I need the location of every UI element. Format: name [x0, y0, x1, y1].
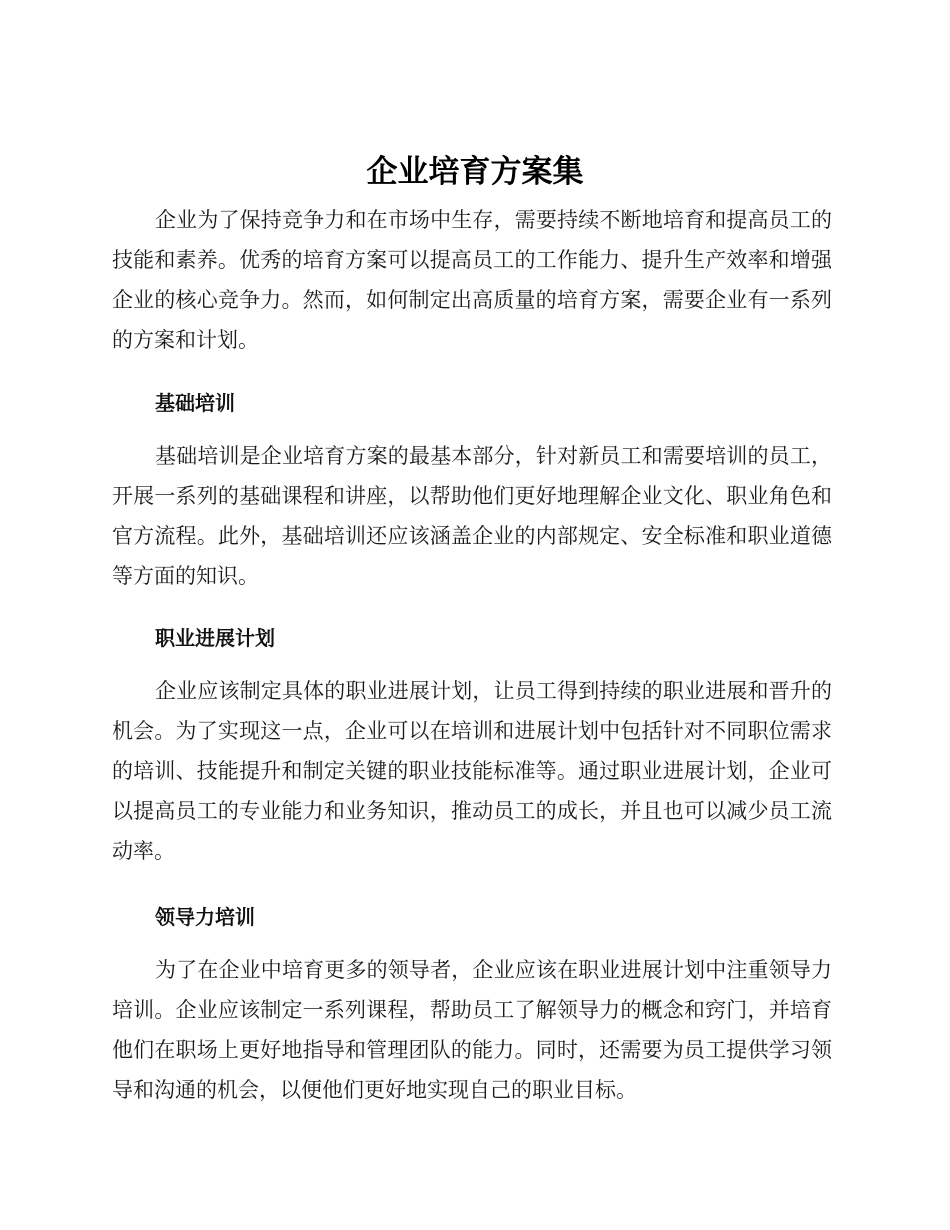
- section-body-basic-training: 基础培训是企业培育方案的最基本部分，针对新员工和需要培训的员工，开展一系列的基础课程和讲座，以帮助他们更好地理解企业文化、职业角色和官方流程。此外，基础培训还应该涵盖企业的内部规定、安全标准和职业道德等方面的知识。: [112, 444, 832, 588]
- section-body-career-plan: 企业应该制定具体的职业进展计划，让员工得到持续的职业进展和晋升的机会。为了实现这一点，企业可以在培训和进展计划中包括针对不同职位需求的培训、技能提升和制定关键的职业技能标准等。通过职业进展计划，企业可以提高员工的专业能力和业务知识，推动员工的成长，并且也可以减少员工流动率。: [112, 679, 832, 863]
- section-heading-career-plan: 职业进展计划: [155, 626, 275, 650]
- section-heading-leadership-training: 领导力培训: [155, 905, 255, 929]
- intro-paragraph: 企业为了保持竞争力和在市场中生存，需要持续不断地培育和提高员工的技能和素养。优秀的培育方案可以提高员工的工作能力、提升生产效率和增强企业的核心竞争力。然而，如何制定出高质量的培育方案，需要企业有一系列的方案和计划。: [112, 208, 832, 352]
- document-title: 企业培育方案集: [366, 154, 584, 190]
- section-heading-basic-training: 基础培训: [155, 391, 235, 415]
- section-body-leadership-training: 为了在企业中培育更多的领导者，企业应该在职业进展计划中注重领导力培训。企业应该制定一系列课程，帮助员工了解领导力的概念和窍门，并培育他们在职场上更好地指导和管理团队的能力。同时，还需要为员工提供学习领导和沟通的机会，以便他们更好地实现自己的职业目标。: [112, 958, 832, 1102]
